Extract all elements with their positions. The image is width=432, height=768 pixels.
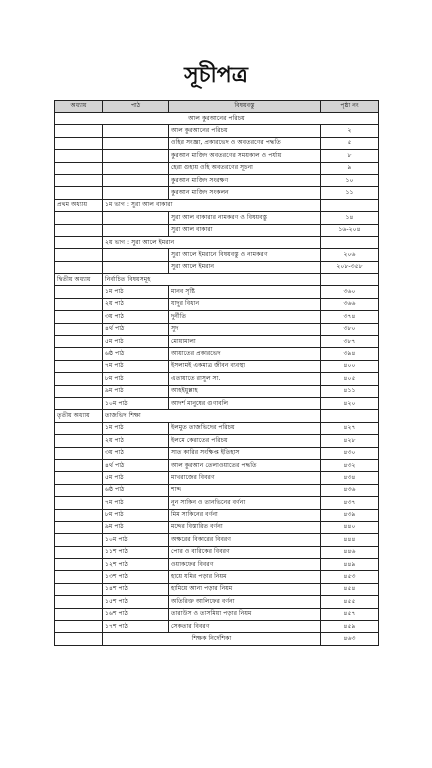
page-number: ৩৮০: [321, 323, 379, 335]
subject-cell: হেরা গুহায় ওহি অবতরণের সূচনা: [169, 162, 321, 174]
page-number: ৪৩০: [321, 447, 379, 459]
table-row: [55, 125, 379, 137]
table-row: [55, 113, 379, 125]
lesson-cell: [103, 187, 169, 199]
table-row: [55, 497, 379, 509]
page-number: [321, 410, 379, 422]
subject-cell: সুরা আল বাকারা: [169, 224, 321, 236]
lesson-cell: ১৪শ পাঠ: [103, 583, 169, 595]
page-number: ২০৬: [321, 249, 379, 261]
chapter-cell: [55, 459, 103, 471]
page-number: ১১: [321, 187, 379, 199]
chapter-label: প্রথম অধ্যায়: [55, 199, 103, 211]
chapter-cell: [55, 497, 103, 509]
subject-cell: সাত কারির সংক্ষিপ্ত ইতিহাস: [169, 447, 321, 459]
header-lesson: পাঠ: [103, 101, 169, 113]
table-row: [55, 559, 379, 571]
lesson-cell: ২য় পাঠ: [103, 435, 169, 447]
chapter-cell: [55, 360, 103, 372]
chapter-heading: নির্বাচিত বিষয়সমূহ: [103, 274, 321, 286]
chapter-cell: [55, 261, 103, 273]
subject-cell: দুর্নীতি: [169, 311, 321, 323]
table-row: [55, 397, 379, 409]
lesson-cell: ১০ম পাঠ: [103, 397, 169, 409]
page-number: ৯: [321, 162, 379, 174]
table-row: [55, 174, 379, 186]
chapter-cell: [55, 608, 103, 620]
table-row: [55, 162, 379, 174]
chapter-cell: [55, 385, 103, 397]
subject-cell: মোয়ামালা: [169, 336, 321, 348]
page-number: ৪৩৭: [321, 497, 379, 509]
page-number: [321, 236, 379, 248]
page-number: ৪৬৩: [321, 633, 379, 645]
subject-cell: যাদুর বিধান: [169, 298, 321, 310]
lesson-cell: ১ম পাঠ: [103, 286, 169, 298]
lesson-cell: ৬ষ্ঠ পাঠ: [103, 484, 169, 496]
subject-cell: সুরা আল বাকারার নামকরণ ও বিষয়বস্তু: [169, 212, 321, 224]
lesson-cell: ১৩শ পাঠ: [103, 571, 169, 583]
chapter-cell: [55, 323, 103, 335]
table-row: [55, 323, 379, 335]
chapter-label: দ্বিতীয় অধ্যায়: [55, 274, 103, 286]
lesson-cell: ৯ম পাঠ: [103, 385, 169, 397]
subject-cell: ওয়াকফের বিবরণ: [169, 559, 321, 571]
page-number: ৪৫৪: [321, 583, 379, 595]
table-row: [55, 150, 379, 162]
subject-cell: মাখরাজের বিবরণ: [169, 472, 321, 484]
lesson-cell: [103, 174, 169, 186]
page-number: ৪২৮: [321, 435, 379, 447]
table-row: [55, 224, 379, 236]
table-row: [55, 608, 379, 620]
table-row: [55, 249, 379, 261]
table-row: [55, 534, 379, 546]
chapter-label: তৃতীয় অধ্যায়: [55, 410, 103, 422]
table-row: [55, 435, 379, 447]
chapter-cell: [55, 435, 103, 447]
table-row: [55, 521, 379, 533]
table-row: [55, 261, 379, 273]
subject-cell: কুরআন মাজিদ সংরক্ষণ: [169, 174, 321, 186]
table-row: [55, 472, 379, 484]
page-number: ৩৬০: [321, 286, 379, 298]
table-row: [55, 385, 379, 397]
chapter-cell: [55, 373, 103, 385]
page-number: ৪৪৪: [321, 534, 379, 546]
page-number: ৩৮৭: [321, 336, 379, 348]
lesson-cell: ৫ম পাঠ: [103, 472, 169, 484]
lesson-cell: ৭ম পাঠ: [103, 360, 169, 372]
chapter-cell: [55, 621, 103, 633]
page-number: [321, 199, 379, 211]
lesson-cell: ৬ষ্ঠ পাঠ: [103, 348, 169, 360]
table-row: [55, 348, 379, 360]
chapter-cell: [55, 236, 103, 248]
chapter-cell: [55, 348, 103, 360]
chapter-cell: [55, 150, 103, 162]
lesson-cell: ৮ম পাঠ: [103, 509, 169, 521]
toc-table: [54, 100, 379, 646]
chapter-heading: তাজভিদ শিক্ষা: [103, 410, 321, 422]
page-number: ৪৪০: [321, 521, 379, 533]
chapter-cell: [55, 447, 103, 459]
chapter-cell: [55, 162, 103, 174]
table-row: [55, 422, 379, 434]
page-number: ৪৫৫: [321, 596, 379, 608]
page-number: ৪৩৯: [321, 509, 379, 521]
header-chapter: অধ্যায়: [55, 101, 103, 113]
table-row: [55, 274, 379, 286]
table-row: [55, 311, 379, 323]
page-title: সূচীপত্র: [184, 62, 248, 88]
subject-cell: আদর্শ মানুষের গুণাবলি: [169, 397, 321, 409]
subject-cell: মিম সাকিনের বর্ণনা: [169, 509, 321, 521]
page-number: ৪৫৯: [321, 621, 379, 633]
table-row: [55, 137, 379, 149]
subject-cell: নুন সাকিন ও তানভিনের বর্ণনা: [169, 497, 321, 509]
subject-cell: শাদ্দ: [169, 484, 321, 496]
chapter-cell: [55, 596, 103, 608]
chapter-cell: [55, 298, 103, 310]
page-number: ৪১১: [321, 385, 379, 397]
table-row: [55, 571, 379, 583]
chapter-cell: [55, 472, 103, 484]
page-number: ৩৯৪: [321, 348, 379, 360]
table-row: [55, 360, 379, 372]
lesson-cell: [103, 137, 169, 149]
subject-cell: সুরা আলে ইমরানে বিষয়বস্তু ও নামকরণ: [169, 249, 321, 261]
chapter-cell: [55, 583, 103, 595]
lesson-cell: ১৬শ পাঠ: [103, 608, 169, 620]
subject-cell: এতায়াতে রাসুল সা.: [169, 373, 321, 385]
subject-cell: ইসলামই একমাত্র জীবন ব্যবস্থা: [169, 360, 321, 372]
table-row: [55, 187, 379, 199]
page-number: ৪৩৬: [321, 484, 379, 496]
lesson-cell: ৪র্থ পাঠ: [103, 323, 169, 335]
chapter-cell: [55, 534, 103, 546]
subject-cell: মদ্দের বিস্তারিত বর্ণনা: [169, 521, 321, 533]
chapter-cell: [55, 509, 103, 521]
lesson-cell: ১১শ পাঠ: [103, 546, 169, 558]
subject-cell: সেকতার বিবরণ: [169, 621, 321, 633]
table-row: [55, 583, 379, 595]
table-row: [55, 484, 379, 496]
lesson-cell: ৪র্থ পাঠ: [103, 459, 169, 471]
chapter-cell: [55, 174, 103, 186]
lesson-cell: ৫ম পাঠ: [103, 336, 169, 348]
table-row: [55, 621, 379, 633]
chapter-cell: [55, 521, 103, 533]
subject-cell: আয়াতের প্রকারভেদ: [169, 348, 321, 360]
subject-cell: হায়ে যমির পড়ার নিয়ম: [169, 571, 321, 583]
table-row: [55, 236, 379, 248]
subject-cell: আল কুরআনের পরিচয়: [169, 125, 321, 137]
chapter-cell: [55, 633, 103, 645]
subject-cell: অতিরিক্ত আলিফের বর্ণনা: [169, 596, 321, 608]
table-row: [55, 459, 379, 471]
lesson-cell: ১৫শ পাঠ: [103, 596, 169, 608]
subject-cell: আহইয়ুল্লাহ: [169, 385, 321, 397]
subject-cell: আল কুরআন তেলাওয়াতের পদ্ধতি: [169, 459, 321, 471]
chapter-cell: [55, 187, 103, 199]
lesson-cell: ৩য় পাঠ: [103, 447, 169, 459]
toc-body: [55, 113, 379, 646]
subject-cell: তারাউস ও তাসমিয়া পড়ার নিয়ম: [169, 608, 321, 620]
table-row: [55, 633, 379, 645]
chapter-cell: [55, 137, 103, 149]
lesson-cell: [103, 212, 169, 224]
page-number: ৪০০: [321, 360, 379, 372]
table-row: [55, 373, 379, 385]
chapter-cell: [55, 224, 103, 236]
table-row: [55, 509, 379, 521]
table-row: [55, 298, 379, 310]
subject-cell: অক্ষরের বিকারের বিবরণ: [169, 534, 321, 546]
lesson-cell: ২য় পাঠ: [103, 298, 169, 310]
subject-cell: পোর ও বারিকের বিবরণ: [169, 546, 321, 558]
lesson-cell: ৯ম পাঠ: [103, 521, 169, 533]
chapter-cell: [55, 249, 103, 261]
table-row: [55, 546, 379, 558]
subject-cell: সুরা আলে ইমরান: [169, 261, 321, 273]
header-subject: বিষয়বস্তু: [169, 101, 321, 113]
table-row: [55, 410, 379, 422]
chapter-cell: [55, 212, 103, 224]
chapter-cell: [55, 336, 103, 348]
table-row: [55, 286, 379, 298]
table-row: [55, 212, 379, 224]
page-number: ৪৫৭: [321, 608, 379, 620]
page-number: ৩৬৬: [321, 298, 379, 310]
page-number: ৫: [321, 137, 379, 149]
chapter-cell: [55, 546, 103, 558]
subject-cell: কুরআন মাজিদ অবতরণের সময়কাল ও পর্যায়: [169, 150, 321, 162]
footer-subject: শিক্ষক নির্দেশিকা: [103, 633, 321, 645]
lesson-cell: ৩য় পাঠ: [103, 311, 169, 323]
part-heading: ১ম ভাগ : সুরা আল বাকারা: [103, 199, 321, 211]
chapter-cell: [55, 397, 103, 409]
chapter-cell: [55, 484, 103, 496]
subject-cell: সুদ: [169, 323, 321, 335]
header-row: [55, 101, 379, 113]
lesson-cell: [103, 249, 169, 261]
page-number: ২: [321, 125, 379, 137]
table-row: [55, 199, 379, 211]
lesson-cell: ১০ম পাঠ: [103, 534, 169, 546]
subject-cell: ওহির সংজ্ঞা, প্রকারভেদ ও অবতরণের পদ্ধতি: [169, 137, 321, 149]
page-number: ১৪: [321, 212, 379, 224]
chapter-cell: [55, 286, 103, 298]
page-number: ৪৫৩: [321, 571, 379, 583]
chapter-cell: [55, 571, 103, 583]
page-number: ৪২০: [321, 397, 379, 409]
page-number: ১৬-২০৪: [321, 224, 379, 236]
lesson-cell: ৭ম পাঠ: [103, 497, 169, 509]
page-number: ৪০৫: [321, 373, 379, 385]
lesson-cell: ১ম পাঠ: [103, 422, 169, 434]
page-number: ১০: [321, 174, 379, 186]
subject-cell: কুরআন মাজিদ সংকলন: [169, 187, 321, 199]
chapter-cell: [55, 559, 103, 571]
chapter-cell: [55, 311, 103, 323]
table-row: [55, 447, 379, 459]
page-number: ৩৭৪: [321, 311, 379, 323]
page-number: ৪২৭: [321, 422, 379, 434]
page-number: ২০৮-৩৫৮: [321, 261, 379, 273]
page-number: ৪৪৯: [321, 559, 379, 571]
lesson-cell: [103, 125, 169, 137]
subject-cell: মানব সৃষ্টি: [169, 286, 321, 298]
subject-cell: হামিয়ে আনা পড়ার নিয়ম: [169, 583, 321, 595]
lesson-cell: ১৭শ পাঠ: [103, 621, 169, 633]
lesson-cell: [103, 150, 169, 162]
page-number: ৮: [321, 150, 379, 162]
page-number: [321, 274, 379, 286]
page-number: ৪৩৪: [321, 472, 379, 484]
table-row: [55, 336, 379, 348]
chapter-cell: [55, 422, 103, 434]
table-row: [55, 596, 379, 608]
lesson-cell: [103, 224, 169, 236]
subject-cell: ইলমে কেরাতের পরিচয়: [169, 435, 321, 447]
lesson-cell: ১২শ পাঠ: [103, 559, 169, 571]
lesson-cell: [103, 162, 169, 174]
page-number: ৪৪৬: [321, 546, 379, 558]
subject-cell: ইলমুত তাজভিদের পরিচয়: [169, 422, 321, 434]
lesson-cell: [103, 261, 169, 273]
section-heading: আল কুরআনের পরিচয়: [55, 113, 379, 125]
chapter-cell: [55, 125, 103, 137]
part-heading: ২য় ভাগ : সুরা আলে ইমরান: [103, 236, 321, 248]
page-number: ৪৩২: [321, 459, 379, 471]
header-page: পৃষ্ঠা নং: [321, 101, 379, 113]
lesson-cell: ৮ম পাঠ: [103, 373, 169, 385]
